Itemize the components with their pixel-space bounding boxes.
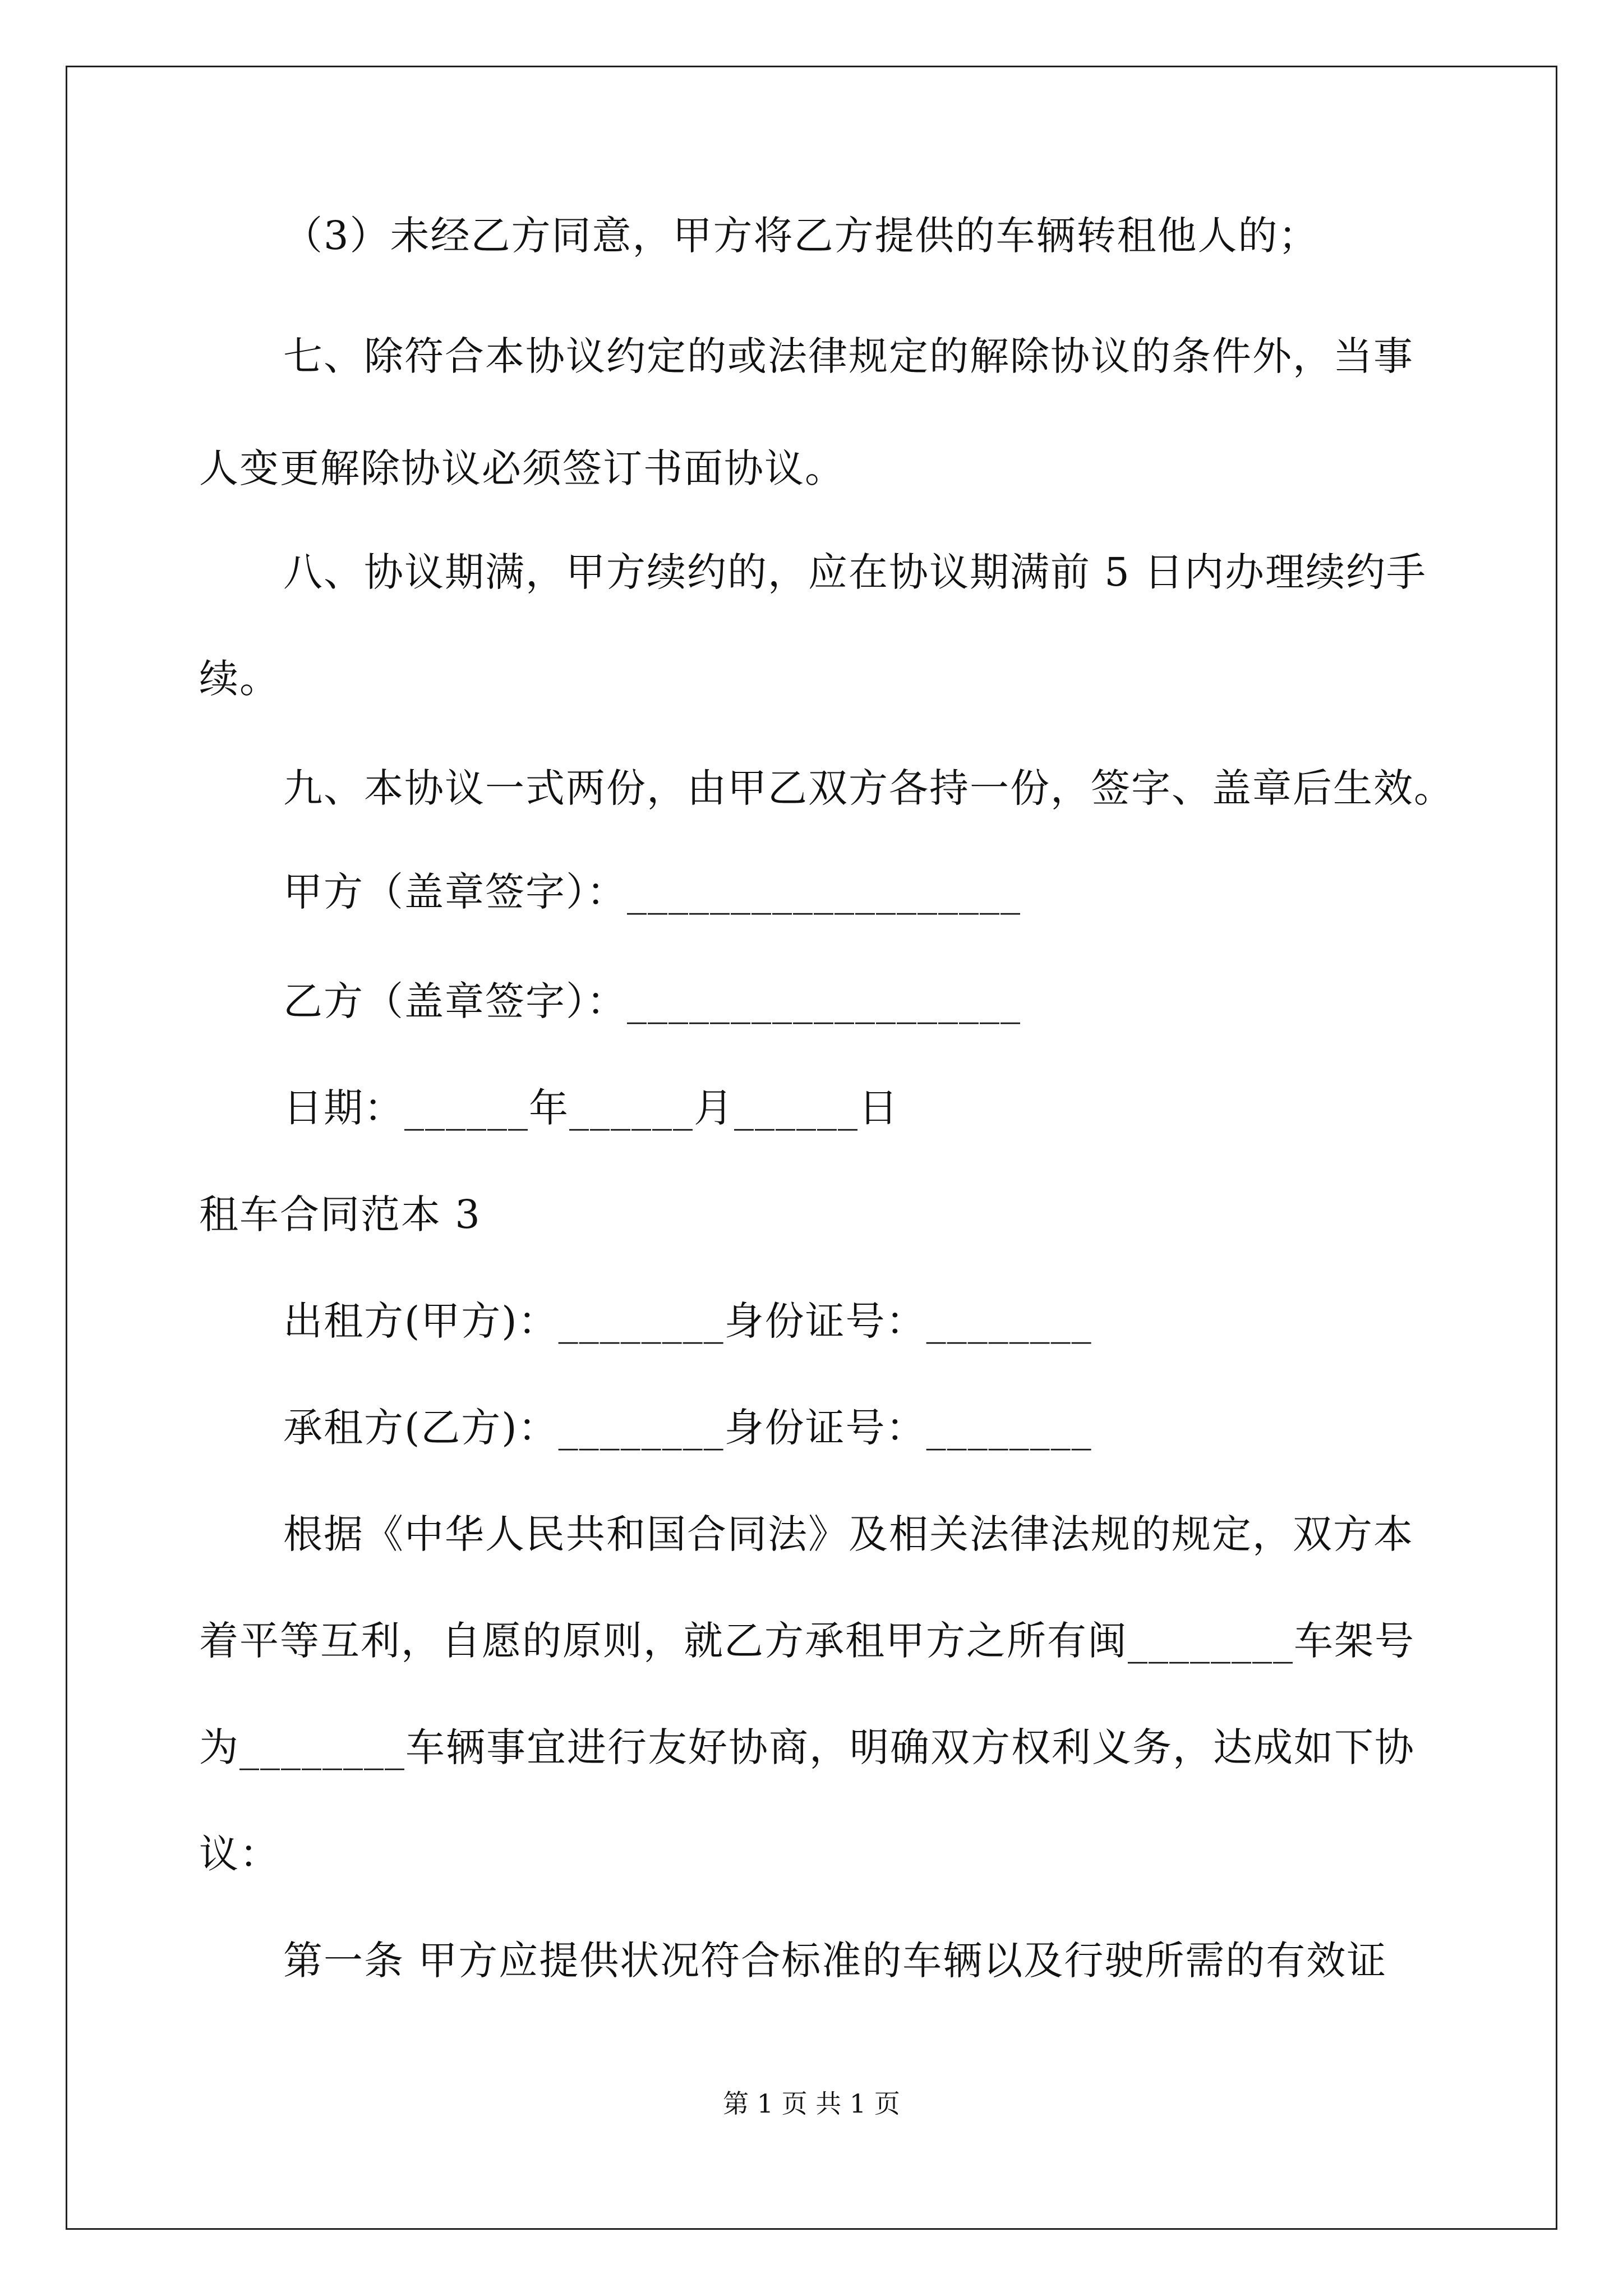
text-line: 着平等互利，自愿的原则，就乙方承租甲方之所有闽________车架号 — [199, 1618, 1415, 1664]
text-line: 八、协议期满，甲方续约的，应在协议期满前 5 日内办理续约手 — [283, 549, 1427, 595]
section-heading: 租车合同范本 3 — [199, 1191, 481, 1237]
text-line: （3）未经乙方同意，甲方将乙方提供的车辆转租他人的； — [283, 213, 1319, 259]
text-line: 为________车辆事宜进行友好协商，明确双方权利义务，达成如下协 — [199, 1724, 1415, 1770]
page-number: 第 1 页 共 1 页 — [723, 2088, 900, 2119]
text-line: 根据《中华人民共和国合同法》及相关法律法规的规定，双方本 — [283, 1511, 1414, 1557]
text-line: 出租方(甲方)：________身份证号：________ — [283, 1298, 1092, 1344]
date-line: 日期：______年______月______日 — [283, 1085, 899, 1131]
text-line: 议： — [199, 1831, 280, 1877]
text-line: 第一条 甲方应提供状况符合标准的车辆以及行驶所需的有效证 — [283, 1938, 1387, 1984]
text-line: 九、本协议一式两份，由甲乙双方各持一份，签字、盖章后生效。 — [283, 765, 1454, 811]
text-line: 七、除符合本协议约定的或法律规定的解除协议的条件外，当事 — [283, 333, 1414, 379]
text-line: 续。 — [199, 656, 280, 702]
page-border — [66, 66, 1557, 2230]
text-line: 人变更解除协议必须签订书面协议。 — [199, 445, 845, 491]
signature-line-party-a: 甲方（盖章签字）：___________________ — [283, 869, 1021, 915]
text-line: 承租方(乙方)：________身份证号：________ — [283, 1405, 1092, 1451]
signature-line-party-b: 乙方（盖章签字）：___________________ — [283, 978, 1021, 1024]
